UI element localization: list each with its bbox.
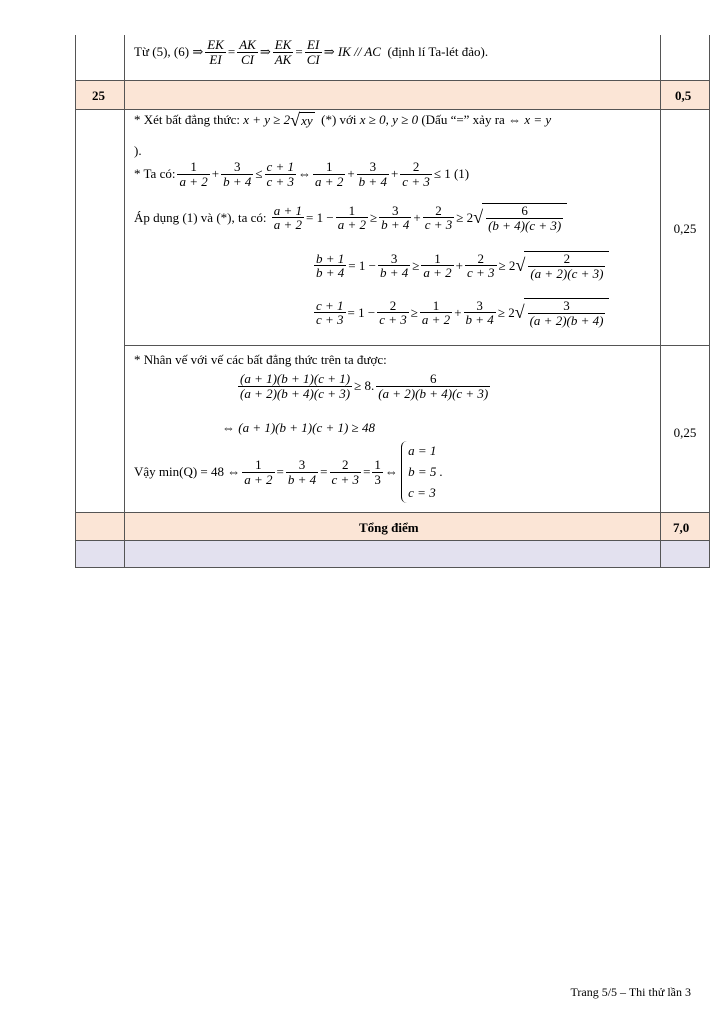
inequality-statement: * Xét bất đẳng thức: x + y ≥ 2 √ xy (*) với x ≥ 0, y ≥ 0 (Dấu “=” xảy ra ⇔ x = y (134, 109, 552, 130)
ta-let-conclusion: Từ (5), (6) ⇒ $\frac{EK}{EI}$ = $\frac{AK}{CI}$ ⇒ $\frac{EK}{AK}$ = $\frac{EI}{CI}$ ⇒ IK // AC (định lí Ta-lét đảo). (134, 37, 489, 67)
total-score: 7,0 (673, 520, 690, 535)
prefix: Từ (5), (6) (134, 44, 190, 60)
total-label: Tổng điểm (359, 520, 419, 535)
table-border-right (709, 35, 710, 567)
fraction: $\frac{EK}{AK}$ (274, 37, 292, 67)
fraction: $\frac{AK}{CI}$ (239, 37, 256, 67)
equivalent-inequality: ⇔ (a + 1)(b + 1)(c + 1) ≥ 48 (222, 420, 375, 435)
table-border-col1 (124, 35, 125, 567)
sqrt-symbol: √ (473, 207, 484, 228)
product-inequality: $\frac{(a + 1)(b + 1)(c + 1)}{(a + 2)(b + 4)(c + 3)}$ ≥ 8. $\frac{6}{(a + 2)(b + 4)(c + 3)}$ (240, 371, 489, 401)
ta-co-line: * Ta có: $\frac{1}{a + 2}$ + $\frac{3}{b + 4}$ ≤ $\frac{c + 1}{c + 3}$ ⇔ $\frac{1}{a + 2}$ + $\frac{3}{b + 4}$ + $\frac{2}{c + 3}$ ≤ 1 (1) (134, 159, 470, 189)
sqrt-symbol: √ (515, 255, 526, 276)
empty-band (75, 540, 710, 567)
table-hline (75, 567, 710, 568)
part2-score: 0,25 (673, 425, 697, 440)
apply-line-2: $\frac{b + 1}{b + 4}$ = 1 − $\frac{3}{b + 4}$ ≥ $\frac{1}{a + 2}$ + $\frac{2}{c + 3}$ ≥ 2 √ $\frac{2}{(a + 2)(c + 3)}$ (312, 251, 609, 280)
paren-close: ). (134, 143, 142, 158)
table-hline (75, 512, 710, 513)
question-header-band (75, 80, 710, 109)
table-hline (75, 540, 710, 541)
sqrt-symbol: √ (514, 302, 525, 323)
page-footer: Trang 5/5 – Thi thử lần 3 (570, 985, 691, 999)
part1-score: 0,25 (673, 221, 697, 236)
apply-line-1: Áp dụng (1) và (*), ta có: $\frac{a + 1}{a + 2}$ = 1 − $\frac{1}{a + 2}$ ≥ $\frac{3}{b + 4}$ + $\frac{2}{c + 3}$ ≥ 2 √ $\frac{6}{(b + 4)(c + 3)}$ (134, 203, 567, 232)
apply-line-3: $\frac{c + 1}{c + 3}$ = 1 − $\frac{2}{c + 3}$ ≥ $\frac{1}{a + 2}$ + $\frac{3}{b + 4}$ ≥ 2 √ $\frac{3}{(a + 2)(b + 4)}$ (312, 298, 609, 327)
question-points: 0,5 (675, 88, 692, 103)
table-border-col2 (660, 35, 661, 567)
table-hline (75, 80, 710, 81)
sqrt-symbol: √ (290, 109, 301, 130)
solution-system: a = 1 b = 5 . c = 3 (401, 441, 443, 503)
multiply-statement: * Nhân vế với vế các bất đẳng thức trên ta được: (134, 352, 387, 367)
table-border-left (75, 35, 76, 567)
implies-symbol: ⇒ (192, 44, 204, 60)
fraction: $\frac{EK}{EI}$ (207, 37, 224, 67)
table-hline (124, 345, 710, 346)
fraction: $\frac{EI}{CI}$ (306, 37, 320, 67)
question-number: 25 (92, 88, 105, 103)
minimum-conclusion: Vậy min(Q) = 48 ⇔ $\frac{1}{a + 2}$ = $\frac{3}{b + 4}$ = $\frac{2}{c + 3}$ = $\frac{1}{3}$ ⇔ a = 1 b = 5 . c = 3 (134, 441, 443, 503)
